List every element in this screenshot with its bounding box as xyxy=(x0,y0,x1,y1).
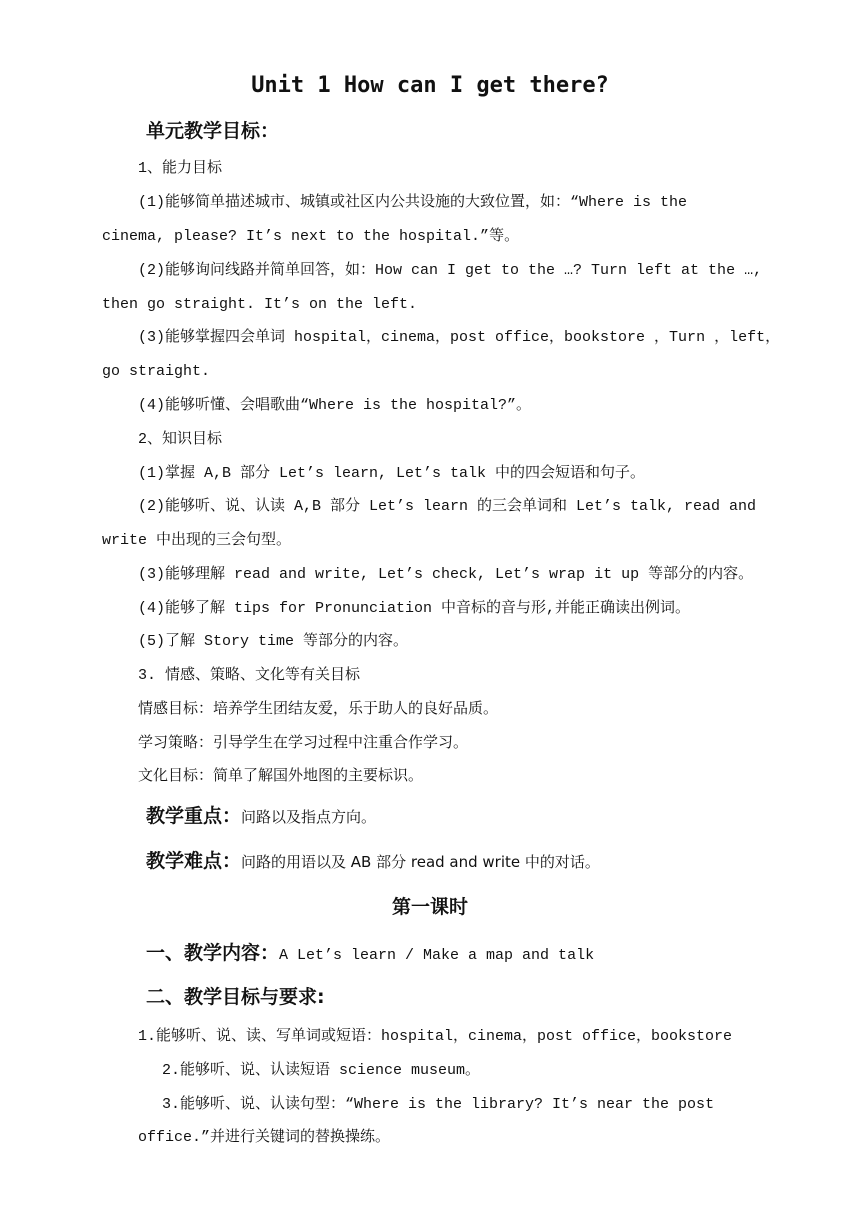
ability-item-1-line-1: (1)能够简单描述城市、城镇或社区内公共设施的大致位置，如：“Where is the xyxy=(138,194,688,211)
difficulties-label: 教学难点： xyxy=(146,850,242,872)
ability-goals-heading: 1、能力目标 xyxy=(138,160,223,177)
key-points-value: 问路以及指点方向。 xyxy=(241,808,377,826)
unit-goals-heading: 单元教学目标： xyxy=(146,120,280,142)
ability-item-2-line-1: (2)能够询问线路并简单回答，如：How can I get to the …? Turn left at the …, xyxy=(138,262,763,279)
objective-item-1: 1.能够听、说、读、写单词或短语：hospital，cinema，post office，bookstore xyxy=(138,1028,733,1045)
culture-goal-line: 文化目标：简单了解国外地图的主要标识。 xyxy=(138,768,424,785)
difficulties-line xyxy=(146,851,600,872)
ability-item-4: (4)能够听懂、会唱歌曲“Where is the hospital?”。 xyxy=(138,397,532,414)
ability-item-3-line-1: (3)能够掌握四会单词 hospital，cinema，post office，bookstore ，Turn ，left， xyxy=(138,329,781,346)
knowledge-item-5: (5)了解 Story time 等部分的内容。 xyxy=(138,633,409,650)
knowledge-goals-heading: 2、知识目标 xyxy=(138,431,223,448)
ability-item-1-line-2: cinema, please? It’s next to the hospital.”等。 xyxy=(102,228,520,245)
lesson-content-value: A Let’s learn / Make a map and talk xyxy=(279,947,595,964)
key-points-label: 教学重点： xyxy=(146,805,242,827)
objective-item-3-line-1: 3.能够听、说、认读句型：“Where is the library? It’s near the post xyxy=(162,1096,715,1113)
objective-item-2: 2.能够听、说、认读短语 science museum。 xyxy=(162,1062,481,1079)
knowledge-item-1: (1)掌握 A,B 部分 Let’s learn, Let’s talk 中的四会短语和句子。 xyxy=(138,465,646,482)
lesson-content-line xyxy=(146,943,594,966)
knowledge-item-4: (4)能够了解 tips for Pronunciation 中音标的音与形,并能正确读出例词。 xyxy=(138,600,691,617)
objective-item-3-line-2: office.”并进行关键词的替换操练。 xyxy=(138,1129,391,1146)
emotion-goals-heading: 3. 情感、策略、文化等有关目标 xyxy=(138,667,361,684)
emotion-goal-line: 情感目标：培养学生团结友爱，乐于助人的良好品质。 xyxy=(138,701,499,718)
strategy-goal-line: 学习策略：引导学生在学习过程中注重合作学习。 xyxy=(138,735,469,752)
key-points-line xyxy=(146,806,376,827)
knowledge-item-2-line-1: (2)能够听、说、认读 A,B 部分 Let’s learn 的三会单词和 Let’s talk, read and xyxy=(138,498,757,515)
ability-item-2-line-2: then go straight. It’s on the left. xyxy=(102,296,418,313)
lesson-objectives-heading: 二、教学目标与要求: xyxy=(146,986,325,1008)
lesson-content-label: 一、教学内容： xyxy=(146,942,280,964)
difficulties-value: 问路的用语以及 AB 部分 read and write 中的对话。 xyxy=(241,853,600,871)
knowledge-item-3: (3)能够理解 read and write, Let’s check, Let’s wrap it up 等部分的内容。 xyxy=(138,566,754,583)
ability-item-3-line-2: go straight. xyxy=(102,363,211,380)
document-title: Unit 1 How can I get there? xyxy=(251,73,609,98)
lesson-1-heading: 第一课时 xyxy=(391,896,468,918)
knowledge-item-2-line-2: write 中出现的三会句型。 xyxy=(102,532,292,549)
